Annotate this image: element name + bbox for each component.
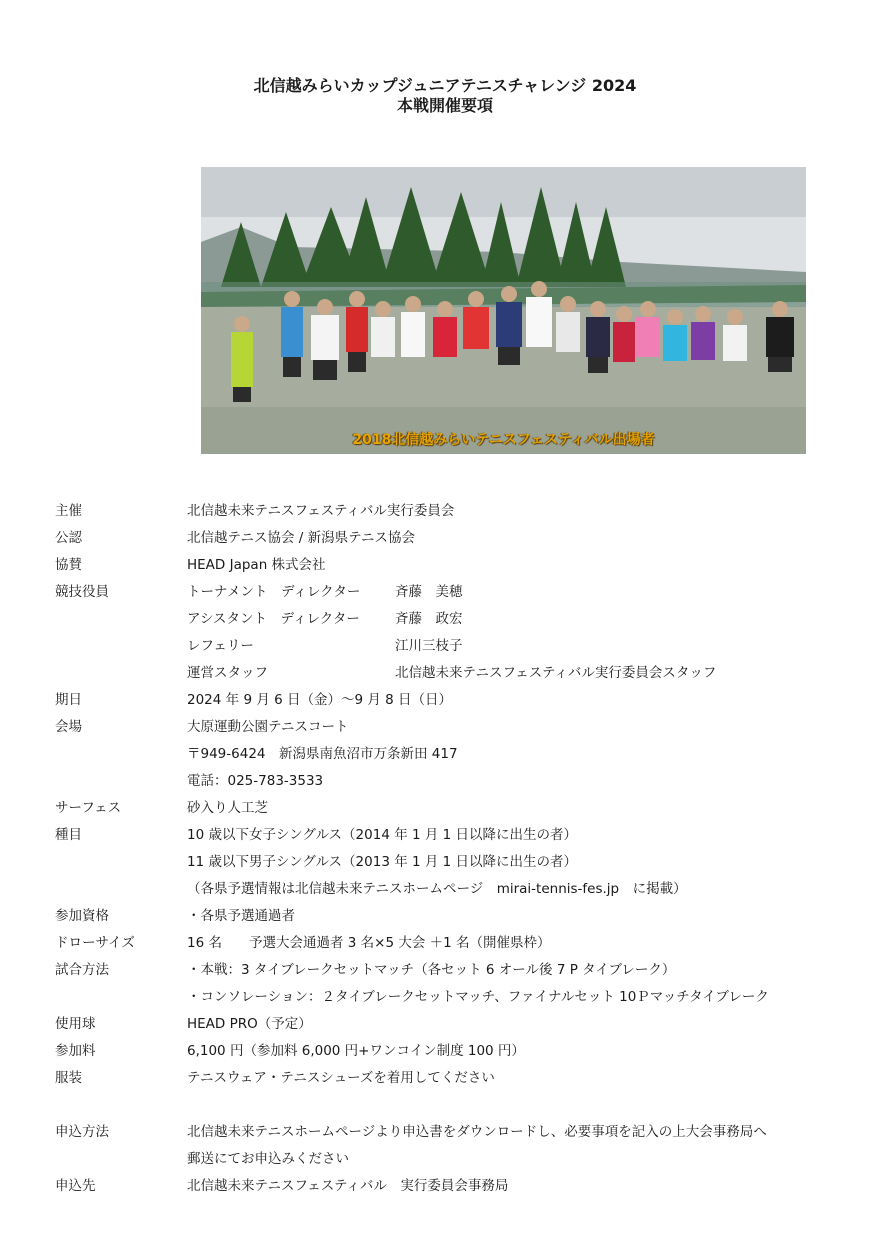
row-officials-4 bbox=[55, 662, 855, 689]
official-role: レフェリー bbox=[187, 638, 254, 654]
label-officials: 競技役員 bbox=[55, 584, 109, 600]
format-consolation: ・コンソレーション：２タイブレークセットマッチ、ファイナルセット 10Ｐマッチタイブレーク bbox=[187, 989, 769, 1005]
row-events-2 bbox=[55, 851, 855, 878]
row-draw bbox=[55, 932, 855, 959]
row-surface bbox=[55, 797, 855, 824]
label-venue: 会場 bbox=[55, 719, 82, 735]
value-organizer: 北信越未来テニスフェスティバル実行委員会 bbox=[187, 503, 455, 519]
photo-caption: 2018北信越みらいテニスフェスティバル出場者 bbox=[352, 432, 655, 448]
info-table bbox=[55, 500, 855, 1202]
photo-illustration bbox=[201, 167, 806, 454]
event-boys: 11 歳以下男子シングルス（2013 年 1 月 1 日以降に出生の者） bbox=[187, 854, 578, 870]
venue-address: 〒949-6424 新潟県南魚沼市万条新田 417 bbox=[187, 746, 458, 762]
apply-method-line-2: 郵送にてお申込みください bbox=[187, 1151, 349, 1167]
venue-name: 大原運動公園テニスコート bbox=[187, 719, 349, 735]
value-draw: 16 名 予選大会通過者 3 名×5 大会 ＋1 名（開催県枠） bbox=[187, 935, 551, 951]
label-events: 種目 bbox=[55, 827, 82, 843]
apply-method-line-1: 北信越未来テニスホームページより申込書をダウンロードし、必要事項を記入の上大会事務局へ bbox=[187, 1124, 767, 1140]
label-attire: 服装 bbox=[55, 1070, 82, 1086]
label-fee: 参加料 bbox=[55, 1043, 96, 1059]
row-format-1 bbox=[55, 959, 855, 986]
row-officials-3 bbox=[55, 635, 855, 662]
row-venue-2 bbox=[55, 743, 855, 770]
value-dates: 2024 年 9 月 6 日（金）～9 月 8 日（日） bbox=[187, 692, 453, 708]
official-name: 斉藤 政宏 bbox=[395, 611, 463, 627]
label-apply-to: 申込先 bbox=[55, 1178, 96, 1194]
row-apply-method-2 bbox=[55, 1148, 855, 1175]
event-girls: 10 歳以下女子シングルス（2014 年 1 月 1 日以降に出生の者） bbox=[187, 827, 578, 843]
row-sponsor bbox=[55, 554, 855, 581]
title-line-2: 本戦開催要項 bbox=[396, 96, 493, 115]
official-name: 北信越未来テニスフェスティバル実行委員会スタッフ bbox=[395, 665, 717, 681]
label-approval: 公認 bbox=[55, 530, 82, 546]
row-events-1 bbox=[55, 824, 855, 851]
value-fee: 6,100 円（参加料 6,000 円+ワンコイン制度 100 円） bbox=[187, 1043, 525, 1059]
label-sponsor: 協賛 bbox=[55, 557, 82, 573]
value-sponsor: HEAD Japan 株式会社 bbox=[187, 557, 326, 573]
row-approval bbox=[55, 527, 855, 554]
row-venue-1 bbox=[55, 716, 855, 743]
label-ball: 使用球 bbox=[55, 1016, 96, 1032]
value-approval: 北信越テニス協会 / 新潟県テニス協会 bbox=[187, 530, 416, 546]
format-main: ・本戦：3 タイブレークセットマッチ（各セット 6 オール後 7 P タイブレーク） bbox=[187, 962, 676, 978]
group-photo bbox=[201, 167, 806, 454]
venue-phone: 電話：025-783-3533 bbox=[187, 773, 324, 789]
label-organizer: 主催 bbox=[55, 503, 82, 519]
row-ball bbox=[55, 1013, 855, 1040]
label-apply-method: 申込方法 bbox=[55, 1124, 109, 1140]
title-line-1: 北信越みらいカップジュニアテニスチャレンジ 2024 bbox=[253, 76, 637, 95]
value-attire: テニスウェア・テニスシューズを着用してください bbox=[187, 1070, 495, 1086]
value-ball: HEAD PRO（予定） bbox=[187, 1016, 312, 1032]
row-fee bbox=[55, 1040, 855, 1067]
label-format: 試合方法 bbox=[55, 962, 109, 978]
event-note: （各県予選情報は北信越未来テニスホームページ mirai-tennis-fes.jp に掲載） bbox=[187, 881, 687, 897]
row-format-2 bbox=[55, 986, 855, 1013]
row-apply-method-1 bbox=[55, 1121, 855, 1148]
document-title bbox=[0, 76, 890, 116]
row-eligibility bbox=[55, 905, 855, 932]
label-dates: 期日 bbox=[55, 692, 82, 708]
label-draw: ドローサイズ bbox=[55, 935, 135, 951]
official-name: 斉藤 美穂 bbox=[395, 584, 463, 600]
row-officials-1 bbox=[55, 581, 855, 608]
row-events-3 bbox=[55, 878, 855, 905]
spacer bbox=[55, 1094, 855, 1121]
official-name: 江川三枝子 bbox=[395, 638, 463, 654]
label-eligibility: 参加資格 bbox=[55, 908, 109, 924]
value-apply-to: 北信越未来テニスフェスティバル 実行委員会事務局 bbox=[187, 1178, 509, 1194]
row-dates bbox=[55, 689, 855, 716]
row-organizer bbox=[55, 500, 855, 527]
row-venue-3 bbox=[55, 770, 855, 797]
official-role: トーナメント ディレクター bbox=[187, 584, 361, 600]
official-role: アシスタント ディレクター bbox=[187, 611, 360, 627]
row-officials-2 bbox=[55, 608, 855, 635]
row-attire bbox=[55, 1067, 855, 1094]
value-surface: 砂入り人工芝 bbox=[187, 800, 268, 816]
value-eligibility: ・各県予選通過者 bbox=[187, 908, 295, 924]
official-role: 運営スタッフ bbox=[187, 665, 268, 681]
row-apply-to bbox=[55, 1175, 855, 1202]
label-surface: サーフェス bbox=[55, 800, 122, 816]
